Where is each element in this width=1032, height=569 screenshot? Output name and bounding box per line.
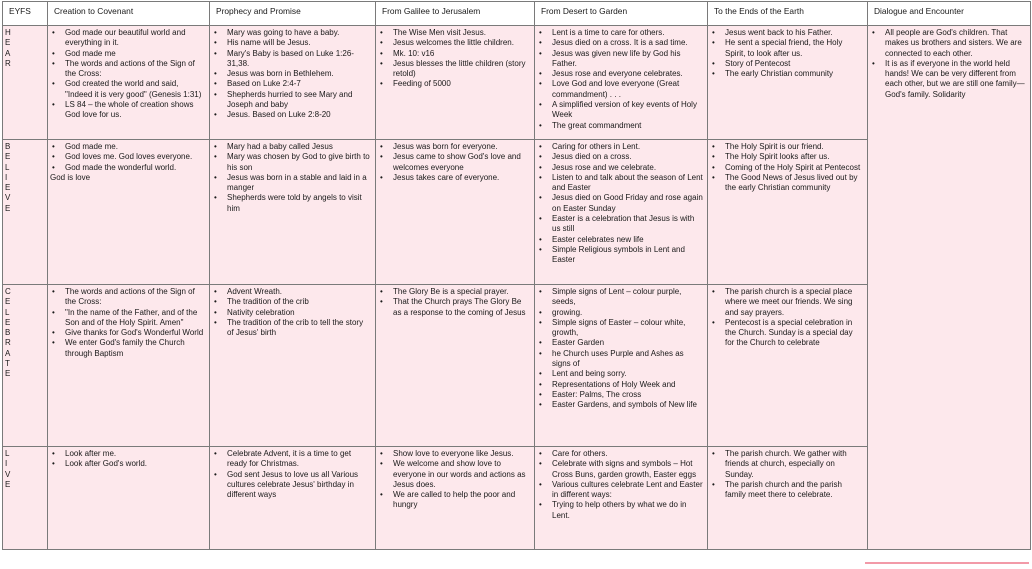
list-item: • Simple Religious symbols in Lent and Easter — [537, 245, 703, 266]
cell-hear-galilee-to-jerusalem — [376, 26, 535, 140]
row-label-letter: E — [5, 369, 11, 379]
list-item: • Pentecost is a special celebration in the Church. Sunday is a special day for the Church to celebrate — [710, 318, 863, 349]
cell-hear-ends-of-the-earth — [708, 26, 868, 140]
bullet-list — [50, 142, 205, 173]
list-item: • Easter Garden — [537, 338, 703, 348]
header-ends-of-the-earth: To the Ends of the Earth — [708, 2, 868, 26]
list-item: • The early Christian community — [710, 69, 863, 79]
row-label-letter: R — [5, 58, 11, 68]
list-item: • God made the wonderful world. — [50, 163, 205, 173]
list-item: • We enter God's family the Church through Baptism — [50, 338, 205, 359]
row-label-letter: E — [5, 203, 11, 213]
list-item: • Simple signs of Easter – colour white, growth, — [537, 318, 703, 339]
list-item: • growing. — [537, 308, 703, 318]
list-item: • The parish church is a special place where we meet our friends. We sing and say prayers. — [710, 287, 863, 318]
header-eyfs: EYFS — [3, 2, 48, 26]
list-item: • Care for others. — [537, 449, 703, 459]
row-label-letter: I — [5, 459, 8, 469]
list-item: • Trying to help others by what we do in Lent. — [537, 500, 703, 521]
cell-believe-creation-to-covenant — [48, 140, 210, 285]
row-label-letter: T — [5, 359, 10, 369]
bullet-list — [50, 28, 205, 121]
header-desert-to-garden: From Desert to Garden — [535, 2, 708, 26]
row-label-letter: R — [5, 338, 11, 348]
bullet-list — [378, 449, 530, 511]
header-dialogue-and-encounter: Dialogue and Encounter — [868, 2, 1031, 26]
list-item: • We are called to help the poor and hungry — [378, 490, 530, 511]
list-item: • God created the world and said, "Indeed it is very good" (Genesis 1:31) — [50, 79, 205, 100]
list-item: • The Wise Men visit Jesus. — [378, 28, 530, 38]
bullet-list — [212, 287, 371, 338]
cell-live-galilee-to-jerusalem — [376, 447, 535, 550]
row-label-letter: E — [5, 38, 11, 48]
bullet-list — [50, 449, 205, 470]
list-item: • Jesus blesses the little children (story retold) — [378, 59, 530, 80]
list-item: • The tradition of the crib — [212, 297, 371, 307]
list-item: • "In the name of the Father, and of the Son and of the Holy Spirit. Amen" — [50, 308, 205, 329]
list-item: • The Holy Spirit looks after us. — [710, 152, 863, 162]
row-label-letter: E — [5, 152, 11, 162]
list-item: • Jesus went back to his Father. — [710, 28, 863, 38]
list-item: • Nativity celebration — [212, 308, 371, 318]
bullet-list — [537, 287, 703, 411]
list-item: • Jesus welcomes the little children. — [378, 38, 530, 48]
list-item: • Easter Gardens, and symbols of New life — [537, 400, 703, 410]
list-item: • Mary was going to have a baby. — [212, 28, 371, 38]
cell-hear-prophecy-and-promise — [210, 26, 376, 140]
list-item: • Simple signs of Lent – colour purple, seeds, — [537, 287, 703, 308]
list-item: • The tradition of the crib to tell the story of Jesus' birth — [212, 318, 371, 339]
list-item: • LS 84 – the whole of creation shows God love for us. — [50, 100, 205, 121]
list-item: • Jesus rose and we celebrate. — [537, 163, 703, 173]
row-label-celebrate — [3, 285, 48, 447]
list-item: • Lent and being sorry. — [537, 369, 703, 379]
row-label-letter: A — [5, 348, 11, 358]
list-item: • Give thanks for God's Wonderful World — [50, 328, 205, 338]
bullet-list — [710, 449, 863, 500]
list-item: • Jesus was born in Bethlehem. — [212, 69, 371, 79]
bullet-list — [537, 449, 703, 521]
row-label-letter: E — [5, 183, 11, 193]
bullet-list — [50, 287, 205, 359]
list-item: • Jesus died on Good Friday and rose again on Easter Sunday — [537, 193, 703, 214]
cell-live-creation-to-covenant — [48, 447, 210, 550]
bullet-list — [378, 28, 530, 90]
cell-celebrate-galilee-to-jerusalem — [376, 285, 535, 447]
list-item: • He sent a special friend, the Holy Spirit, to look after us. — [710, 38, 863, 59]
list-item: • Advent Wreath. — [212, 287, 371, 297]
list-item: • The parish church and the parish family meet there to celebrate. — [710, 480, 863, 501]
list-item: • Representations of Holy Week and — [537, 380, 703, 390]
header-row — [3, 2, 1031, 26]
cell-hear-desert-to-garden — [535, 26, 708, 140]
list-item: • His name will be Jesus. — [212, 38, 371, 48]
list-item: • Mary was chosen by God to give birth to his son — [212, 152, 371, 173]
row-label-believe — [3, 140, 48, 285]
list-item: • Listen to and talk about the season of Lent and Easter — [537, 173, 703, 194]
list-item: • Show love to everyone like Jesus. — [378, 449, 530, 459]
list-item: • God loves me. God loves everyone. — [50, 152, 205, 162]
list-item: • Celebrate with signs and symbols – Hot Cross Buns, garden growth, Easter eggs — [537, 459, 703, 480]
list-item: • God made our beautiful world and everything in it. — [50, 28, 205, 49]
row-label-letter: C — [5, 287, 11, 296]
cell-dialogue-and-encounter — [868, 26, 1031, 550]
cell-live-desert-to-garden — [535, 447, 708, 550]
bullet-list — [212, 142, 371, 214]
row-label-letter: L — [5, 162, 10, 172]
cell-celebrate-desert-to-garden — [535, 285, 708, 447]
list-item: • Jesus. Based on Luke 2:8-20 — [212, 110, 371, 120]
list-item: • The great commandment — [537, 121, 703, 131]
header-creation-to-covenant: Creation to Covenant — [48, 2, 210, 26]
list-item: • Mk. 10: v16 — [378, 49, 530, 59]
cell-live-ends-of-the-earth — [708, 447, 868, 550]
list-item: • All people are God's children. That makes us brothers and sisters. We are connected to each other. — [870, 28, 1026, 59]
row-hear — [3, 26, 1031, 140]
list-item: • God sent Jesus to love us all Various cultures celebrate Jesus' birthday in different ways — [212, 470, 371, 501]
bullet-list — [378, 142, 530, 183]
bullet-list — [870, 28, 1026, 100]
row-label-letter: H — [5, 28, 11, 37]
list-item: • God made me — [50, 49, 205, 59]
list-item: • A simplified version of key events of Holy Week — [537, 100, 703, 121]
cell-celebrate-prophecy-and-promise — [210, 285, 376, 447]
list-item: • Easter: Palms, The cross — [537, 390, 703, 400]
list-item: • Feeding of 5000 — [378, 79, 530, 89]
list-item: • Lent is a time to care for others. — [537, 28, 703, 38]
list-item: • The words and actions of the Sign of the Cross: — [50, 287, 205, 308]
list-item: • The words and actions of the Sign of the Cross: — [50, 59, 205, 80]
list-item: • It is as if everyone in the world held hands! We can be very different from each other, but we are still one family—God's family. Solidarity — [870, 59, 1026, 100]
curriculum-table — [2, 1, 1031, 550]
list-item: • Jesus was given new life by God his Father. — [537, 49, 703, 70]
cell-believe-ends-of-the-earth — [708, 140, 868, 285]
list-item: • Look after me. — [50, 449, 205, 459]
bullet-list — [378, 287, 530, 318]
bullet-list — [710, 287, 863, 349]
cell-believe-galilee-to-jerusalem — [376, 140, 535, 285]
row-label-letter: A — [5, 48, 11, 58]
list-item: • The Glory Be is a special prayer. — [378, 287, 530, 297]
list-item: • The Holy Spirit is our friend. — [710, 142, 863, 152]
plain-text: God is love — [50, 172, 91, 182]
list-item: • he Church uses Purple and Ashes as signs of — [537, 349, 703, 370]
list-item: • Look after God's world. — [50, 459, 205, 469]
cell-believe-prophecy-and-promise — [210, 140, 376, 285]
row-label-letter: V — [5, 193, 11, 203]
cell-live-prophecy-and-promise — [210, 447, 376, 550]
header-galilee-to-jerusalem: From Galilee to Jerusalem — [376, 2, 535, 26]
row-label-live — [3, 447, 48, 550]
list-item: • Jesus came to show God's love and welcomes everyone — [378, 152, 530, 173]
list-item: • Jesus rose and everyone celebrates. — [537, 69, 703, 79]
list-item: • Celebrate Advent, it is a time to get ready for Christmas. — [212, 449, 371, 470]
list-item: • The parish church. We gather with friends at church, especially on Sunday. — [710, 449, 863, 480]
row-label-letter: E — [5, 479, 11, 489]
bullet-list — [537, 142, 703, 266]
list-item: • God made me. — [50, 142, 205, 152]
list-item: • Jesus died on a cross. It is a sad time. — [537, 38, 703, 48]
list-item: • Easter is a celebration that Jesus is with us still — [537, 214, 703, 235]
list-item: • Coming of the Holy Spirit at Pentecost — [710, 163, 863, 173]
list-item: • Jesus died on a cross. — [537, 152, 703, 162]
list-item: • Jesus was born in a stable and laid in a manger — [212, 173, 371, 194]
list-item: • Jesus was born for everyone. — [378, 142, 530, 152]
cell-believe-desert-to-garden — [535, 140, 708, 285]
row-label-letter: L — [5, 449, 10, 458]
cell-hear-creation-to-covenant — [48, 26, 210, 140]
bullet-list — [212, 28, 371, 121]
bullet-list — [710, 28, 863, 79]
row-label-letter: E — [5, 297, 11, 307]
cell-celebrate-creation-to-covenant — [48, 285, 210, 447]
list-item: • Shepherds hurried to see Mary and Joseph and baby — [212, 90, 371, 111]
bullet-list — [710, 142, 863, 193]
row-label-hear — [3, 26, 48, 140]
list-item: • Jesus takes care of everyone. — [378, 173, 530, 183]
row-label-letter: B — [5, 328, 11, 338]
row-label-letter: I — [5, 172, 8, 182]
list-item: • Love God and love everyone (Great commandment) . . . — [537, 79, 703, 100]
header-prophecy-and-promise: Prophecy and Promise — [210, 2, 376, 26]
list-item: • Various cultures celebrate Lent and Easter in different ways: — [537, 480, 703, 501]
bottom-accent-line — [865, 562, 1029, 564]
list-item: • We welcome and show love to everyone in our words and actions as Jesus does. — [378, 459, 530, 490]
row-label-letter: V — [5, 469, 11, 479]
list-item: • Based on Luke 2:4-7 — [212, 79, 371, 89]
list-item: • Shepherds were told by angels to visit him — [212, 193, 371, 214]
list-item: • The Good News of Jesus lived out by the early Christian community — [710, 173, 863, 194]
list-item: • Easter celebrates new life — [537, 235, 703, 245]
cell-celebrate-ends-of-the-earth — [708, 285, 868, 447]
list-item: • Mary's Baby is based on Luke 1:26-31,38. — [212, 49, 371, 70]
bullet-list — [537, 28, 703, 131]
row-label-letter: B — [5, 142, 11, 151]
row-label-letter: E — [5, 317, 11, 327]
list-item: • Caring for others in Lent. — [537, 142, 703, 152]
bullet-list — [212, 449, 371, 500]
row-label-letter: L — [5, 307, 10, 317]
list-item: • That the Church prays The Glory Be as a response to the coming of Jesus — [378, 297, 530, 318]
list-item: • Mary had a baby called Jesus — [212, 142, 371, 152]
list-item: • Story of Pentecost — [710, 59, 863, 69]
